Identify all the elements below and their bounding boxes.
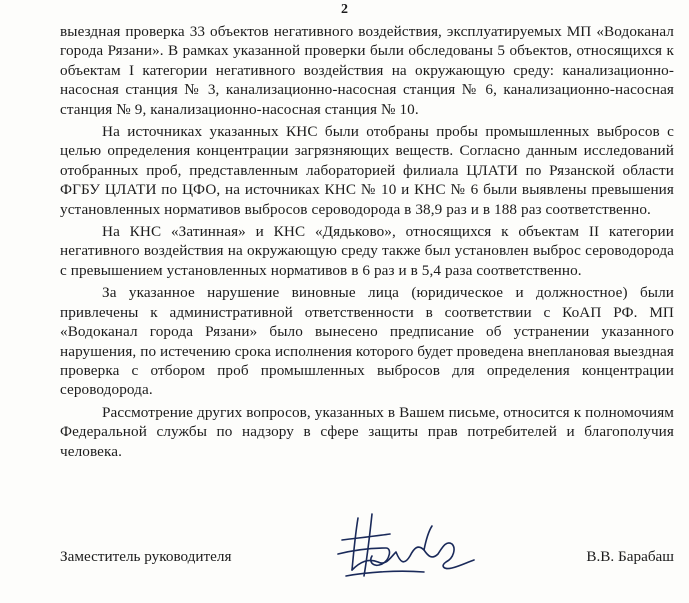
letter-body <box>60 22 674 464</box>
paragraph-3: На КНС «Затинная» и КНС «Дядьково», относящихся к объектам II категории негативного воздействия на окружающую среду также был установлен выброс сероводорода с превышением установленных нормативов в 6 раз и в 5,4 раза соответственно. <box>60 223 674 279</box>
paragraph-5: Рассмотрение других вопросов, указанных в Вашем письме, относится к полномочиям Федеральной службы по надзору в сфере защиты прав потребителей и благополучия человека. <box>60 403 674 460</box>
signature-block <box>60 548 674 568</box>
page-number: 2 <box>341 2 348 17</box>
signatory-name: В.В. Барабаш <box>586 548 674 565</box>
paragraph-2: На источниках указанных КНС были отобраны пробы промышленных выбросов с целью определения концентрации загрязняющих веществ. Согласно данным исследований отобранных проб, представленным лабораторией филиала ЦЛАТИ по Рязанской области ФГБУ ЦЛАТИ по ЦФО, на источниках КНС № 10 и КНС № 6 были выявлены превышения установленных нормативов выбросов сероводорода в 38,9 раз и в 188 раз соответственно. <box>60 123 674 218</box>
signatory-position: Заместитель руководителя <box>60 548 232 565</box>
paragraph-4: За указанное нарушение виновные лица (юридическое и должностное) были привлечены к административной ответственности в соответствии с КоАП РФ. МП «Водоканал города Рязани» было вынесено предписание об устранении указанного нарушения, по истечению срока исполнения которого будет проведена внеплановая выездная проверка с отбором проб промышленных выбросов для определения концентрации сероводорода. <box>60 284 674 399</box>
paragraph-1: выездная проверка 33 объектов негативного воздействия, эксплуатируемых МП «Водоканал города Рязани». В рамках указанной проверки были обследованы 5 объектов, относящихся к объектам I категории негативного воздействия на окружающую среду: канализационно-насосная станция № 3, канализационно-насосная станция № 6, канализационно-насосная станция № 9, канализационно-насосная станция № 10. <box>60 23 674 118</box>
